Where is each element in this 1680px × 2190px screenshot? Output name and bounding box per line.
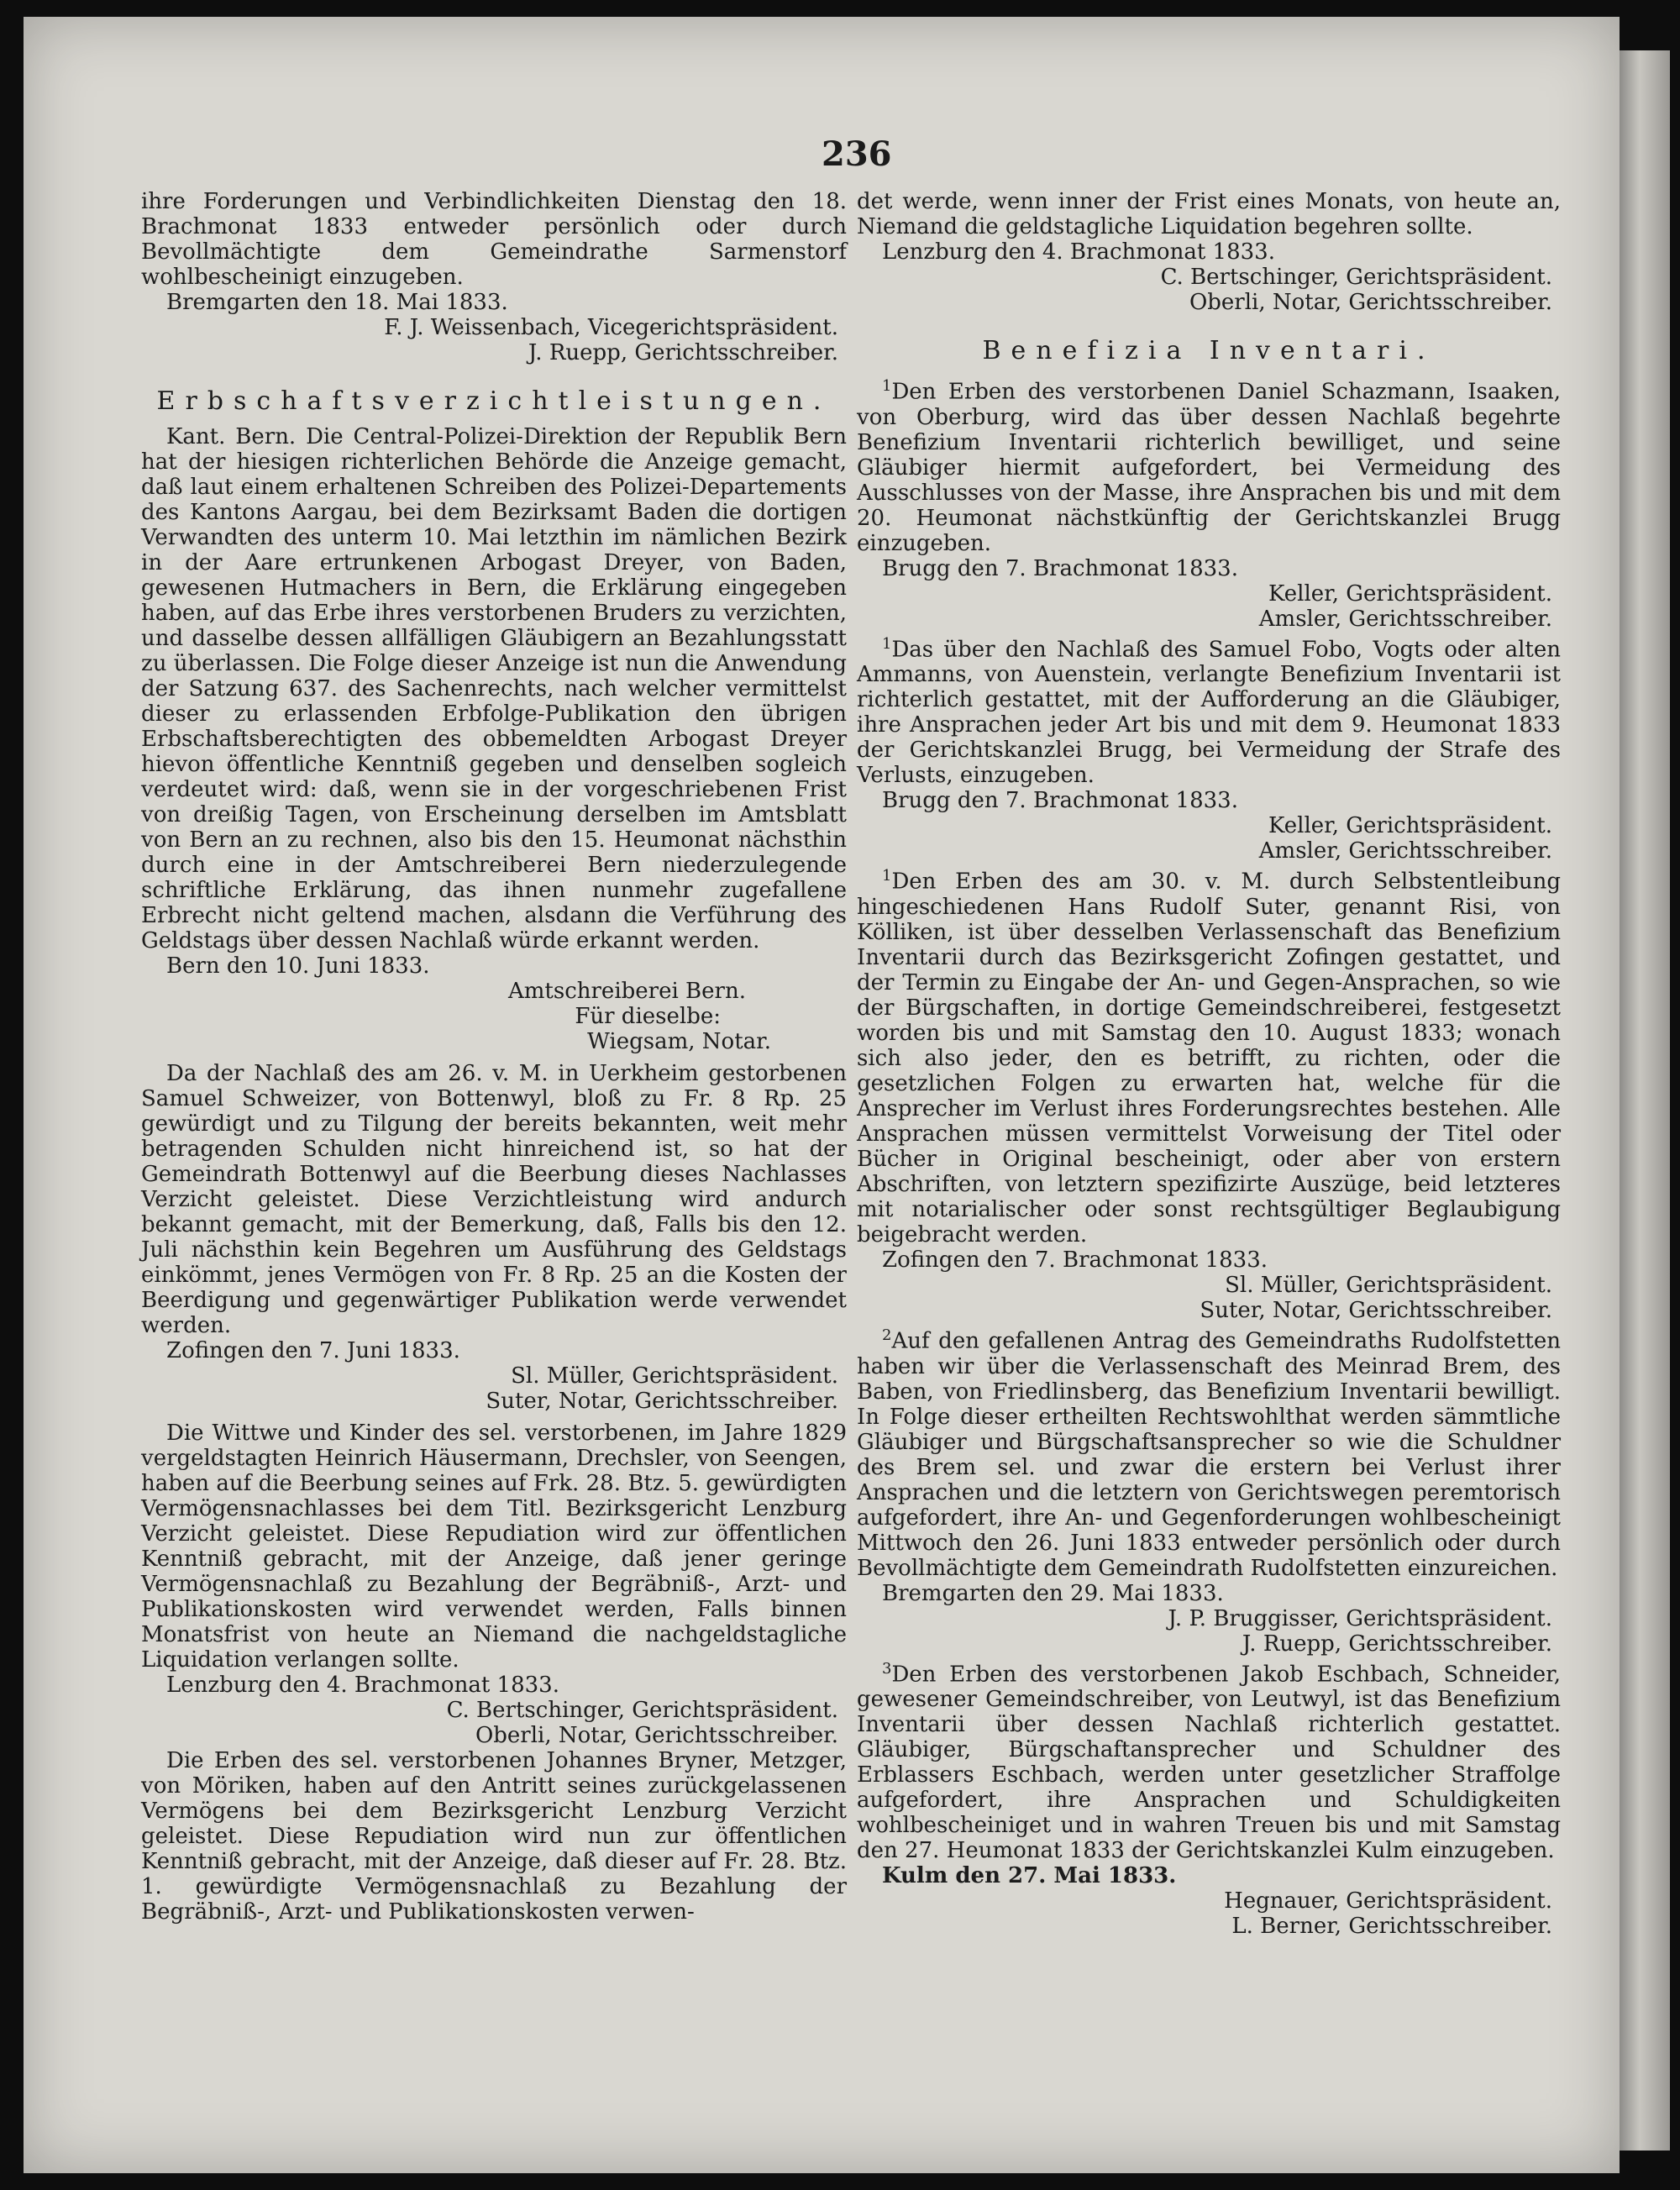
benefiz-fobo-sig-1: Keller, Gerichtspräsident. xyxy=(1268,813,1552,839)
benefiz-schazmann-sig-2: Amsler, Gerichtsschreiber. xyxy=(1258,606,1552,632)
notice-bottenwyl-date: Zofingen den 7. Juni 1833. xyxy=(166,1338,460,1363)
notice-bern-sig-2: Für dieselbe: xyxy=(575,1004,721,1029)
notice-bottenwyl-sig-2: Suter, Notar, Gerichtsschreiber. xyxy=(486,1389,838,1414)
notice-bottenwyl-text: Da der Nachlaß des am 26. v. M. in Uerkheim gestorbenen Samuel Schweizer, von Bottenwyl, bloß zu Fr. 8 Rp. 25 gewürdigt und zu Tilgung der bereits bekannten, weit mehr betragenden Schulden nicht hinreichend ist, so hat der Gemeindrath Bottenwyl auf die Beerbung dieses Nachlasses Verzicht geleistet. Diese Verzichtleistung wird andurch bekannt gemacht, mit der Bemerkung, daß, Falls bis den 12. Juli nächsthin kein Begehren um Ausführung des Geldstags einkömmt, jenes Vermögen von Fr. 8 Rp. 25 an die Kosten der Beerdigung und gegenwärtiger Publikation werde verwendet werden. xyxy=(141,1061,847,1338)
benefiz-eschbach-sig-1: Hegnauer, Gerichtspräsident. xyxy=(1224,1888,1552,1914)
benefiz-schazmann-date: Brugg den 7. Brachmonat 1833. xyxy=(882,555,1238,581)
left-column xyxy=(141,189,847,1925)
continuation-text: det werde, wenn inner der Frist eines Monats, von heute an, Niemand die geldstagliche Liquidation begehren sollte. xyxy=(857,189,1561,239)
section-heading-erbschaft: Erbschaftsverzichtleistungen. xyxy=(156,386,832,416)
page-number: 236 xyxy=(822,134,892,174)
benefiz-brem-sig-1: J. P. Bruggisser, Gerichtspräsident. xyxy=(1168,1605,1552,1631)
footnote-mark: 1 xyxy=(882,634,892,653)
notice-seengen-sig-2: Oberli, Notar, Gerichtsschreiber. xyxy=(475,1723,838,1748)
benefiz-fobo-text: Das über den Nachlaß des Samuel Fobo, Vogts oder alten Ammanns, von Auenstein, verlangte Benefizium Inventarii ist richterlich gestattet, mit der Aufforderung an die Gläubiger, ihre Ansprachen jeder Art bis und mit dem 9. Heumonat 1833 der Gerichtskanzlei Brugg, bei Vermeidung der Strafe des Verlusts, einzugeben. xyxy=(857,637,1561,789)
continuation-date: Lenzburg den 4. Brachmonat 1833. xyxy=(882,239,1275,265)
notice-seengen-date: Lenzburg den 4. Brachmonat 1833. xyxy=(166,1673,559,1698)
continuation-sig-1: C. Bertschinger, Gerichtspräsident. xyxy=(1160,265,1552,290)
notice-bern-text: Kant. Bern. Die Central-Polizei-Direktion der Republik Bern hat der hiesigen richterlichen Behörde die Anzeige gemacht, daß laut einem erhaltenen Schreiben des Polizei-Departements des Kantons Aargau, bei dem Bezirksamt Baden die dortigen Verwandten des unterm 10. Mai letzthin im nämlichen Bezirk in der Aare ertrunkenen Arbogast Dreyer, von Baden, gewesenen Hutmachers in Bern, die Erklärung eingegeben haben, auf das Erbe ihres verstorbenen Bruders zu verzichten, und dasselbe dessen allfälligen Gläubigern an Bezahlungsstatt zu überlassen. Die Folge dieser Anzeige ist nun die Anwendung der Satzung 637. des Sachenrechts, nach welcher vermittelst dieser zu erlassenden Erbfolge-Publikation den übrigen Erbschaftsberechtigten des obbemeldten Arbogast Dreyer hievon öffentliche Kenntniß gegeben und denselben sogleich verdeutet wird: daß, wenn sie in der vorgeschriebenen Frist von dreißig Tagen, von Erscheinung derselben im Amtsblatt von Bern an zu rechnen, also bis den 15. Heumonat nächsthin durch eine in der Amtschreiberei Bern niederzulegende schriftliche Erklärung, das ihnen nunmehr zugefallene Erbrecht nicht geltend machen, alsdann die Verführung des Geldstags über dessen Nachlaß würde erkannt werden. xyxy=(141,424,847,953)
notice-moeriken-text: Die Erben des sel. verstorbenen Johannes Bryner, Metzger, von Möriken, haben auf den Antritt seines zurückgelassenen Vermögens bei dem Bezirksgericht Lenzburg Verzicht geleistet. Diese Repudiation wird nun zur öffentlichen Kenntniß gebracht, mit der Anzeige, daß dieser auf Fr. 28. Btz. 1. gewürdigte Vermögensnachlaß zu Bezahlung der Begräbniß-, Arzt- und Publikationskosten verwen- xyxy=(141,1748,847,1925)
intro-text: ihre Forderungen und Verbindlichkeiten Dienstag den 18. Brachmonat 1833 entweder persönlich oder durch Bevollmächtigte dem Gemeindrathe Sarmenstorf wohlbescheinigt einzugeben. xyxy=(141,189,847,290)
newspaper-page xyxy=(24,17,1620,2173)
benefiz-fobo-sig-2: Amsler, Gerichtsschreiber. xyxy=(1258,838,1552,864)
benefiz-eschbach-date: Kulm den 27. Mai 1833. xyxy=(882,1863,1177,1889)
benefiz-eschbach-text: Den Erben des verstorbenen Jakob Eschbach, Schneider, gewesener Gemeindschreiber, von Leutwyl, ist das Benefizium Inventarii über dessen Nachlaß richterlich gestattet. Gläubiger, Bürgschaftansprecher und Schuldner des Erblassers Eschbach, werden unter gesetzlicher Straffolge aufgefordert, ihre Ansprachen und Schuldigkeiten wohlbescheiniget und in wahren Treuen bis und mit Samstag den 27. Heumonat 1833 der Gerichtskanzlei Kulm einzugeben. xyxy=(857,1662,1561,1864)
benefiz-brem xyxy=(857,1323,1561,1581)
notice-seengen-sig-1: C. Bertschinger, Gerichtspräsident. xyxy=(446,1698,838,1723)
benefiz-suter xyxy=(857,864,1561,1247)
continuation-sig-2: Oberli, Notar, Gerichtsschreiber. xyxy=(1189,290,1552,315)
benefiz-fobo-date: Brugg den 7. Brachmonat 1833. xyxy=(882,788,1238,814)
footnote-mark: 2 xyxy=(882,1326,892,1344)
right-column xyxy=(857,189,1561,1939)
benefiz-eschbach xyxy=(857,1657,1561,1864)
notice-bern-sig-3: Wiegsam, Notar. xyxy=(587,1029,771,1054)
benefiz-schazmann xyxy=(857,374,1561,556)
benefiz-eschbach-sig-2: L. Berner, Gerichtsschreiber. xyxy=(1231,1914,1552,1940)
benefiz-brem-date: Bremgarten den 29. Mai 1833. xyxy=(882,1580,1224,1606)
benefiz-schazmann-text: Den Erben des verstorbenen Daniel Schazmann, Isaaken, von Oberburg, wird das über dessen Nachlaß begehrte Benefizium Inventarii richterlich bewilliget, und seine Gläubiger hiermit aufgefordert, bei Vermeidung des Ausschlusses von der Masse, ihre Ansprachen bis und mit dem 20. Heumonat nächstkünftig der Gerichtskanzlei Brugg einzugeben. xyxy=(857,379,1561,556)
benefiz-brem-text: Auf den gefallenen Antrag des Gemeindraths Rudolfstetten haben wir über die Verlassenschaft des Meinrad Brem, des Baben, von Friedlinsberg, das Benefizium Inventarii bewilligt. In Folge dieser ertheilten Rechtswohlthat werden sämmtliche Gläubiger und Bürgschaftsansprecher so wie die Schuldner des Brem sel. und zwar die erstern bei Verlust ihrer Ansprachen und die letztern von Gerichtswegen peremtorisch aufgefordert, ihre An- und Gegenforderungen wohlbescheinigt Mittwoch den 26. Juni 1833 entweder persönlich oder durch Bevollmächtigte dem Gemeindrath Rudolfstetten einzureichen. xyxy=(857,1328,1561,1581)
intro-date: Bremgarten den 18. Mai 1833. xyxy=(166,290,508,315)
benefiz-fobo xyxy=(857,632,1561,789)
benefiz-suter-sig-1: Sl. Müller, Gerichtspräsident. xyxy=(1225,1272,1552,1298)
benefiz-suter-sig-2: Suter, Notar, Gerichtsschreiber. xyxy=(1200,1297,1552,1323)
footnote-mark: 1 xyxy=(882,377,892,395)
benefiz-brem-sig-2: J. Ruepp, Gerichtsschreiber. xyxy=(1242,1631,1552,1657)
footnote-mark: 3 xyxy=(882,1659,892,1678)
adjacent-page-edge xyxy=(1620,50,1670,2151)
notice-seengen-text: Die Wittwe und Kinder des sel. verstorbenen, im Jahre 1829 vergeldstagten Heinrich Häusermann, Drechsler, von Seengen, haben auf die Beerbung seines auf Frk. 28. Btz. 5. gewürdigten Vermögensnachlasses bei dem Titl. Bezirksgericht Lenzburg Verzicht geleistet. Diese Repudiation wird zur öffentlichen Kenntniß gebracht, mit der Anzeige, daß jener geringe Vermögensnachlaß zu Bezahlung der Begräbniß-, Arzt- und Publikationskosten wird verwendet werden, Falls binnen Monatsfrist von heute an Niemand die nachgeldstagliche Liquidation verlangen sollte. xyxy=(141,1421,847,1673)
benefiz-suter-text: Den Erben des am 30. v. M. durch Selbstentleibung hingeschiedenen Hans Rudolf Suter, genannt Risi, von Kölliken, ist über desselben Verlassenschaft das Benefizium Inventarii durch das Bezirksgericht Zofingen gestattet, und der Termin zu Eingabe der An- und Gegen-Ansprachen, so wie der Bürgschaften, in dortige Gemeindschreiberei, festgesetzt worden bis und mit Samstag den 10. August 1833; wonach sich also jeder, den es betrifft, zu richten, oder die gesetzlichen Folgen zu erwarten hat, welche für die Ansprecher im Verlust ihres Forderungsrechtes bestehen. Alle Ansprachen müssen vermittelst Vorweisung der Titel oder Bücher in Original bescheinigt, oder aber von erstern Abschriften, von letztern spezifizirte Auszüge, beid letzteres mit notarialischer oder sonst rechtsgültiger Beglaubigung beigebracht werden. xyxy=(857,869,1561,1247)
benefiz-schazmann-sig-1: Keller, Gerichtspräsident. xyxy=(1268,580,1552,607)
notice-bern-sig-1: Amtschreiberei Bern. xyxy=(507,979,746,1004)
footnote-mark: 1 xyxy=(882,867,892,885)
notice-bottenwyl-sig-1: Sl. Müller, Gerichtspräsident. xyxy=(511,1363,838,1389)
intro-signature-1: F. J. Weissenbach, Vicegerichtspräsident. xyxy=(384,315,838,340)
intro-signature-2: J. Ruepp, Gerichtsschreiber. xyxy=(528,340,838,365)
notice-bern-date: Bern den 10. Juni 1833. xyxy=(166,953,430,979)
section-heading-benefizia: Benefizia Inventari. xyxy=(982,336,1436,365)
benefiz-suter-date: Zofingen den 7. Brachmonat 1833. xyxy=(882,1247,1268,1273)
